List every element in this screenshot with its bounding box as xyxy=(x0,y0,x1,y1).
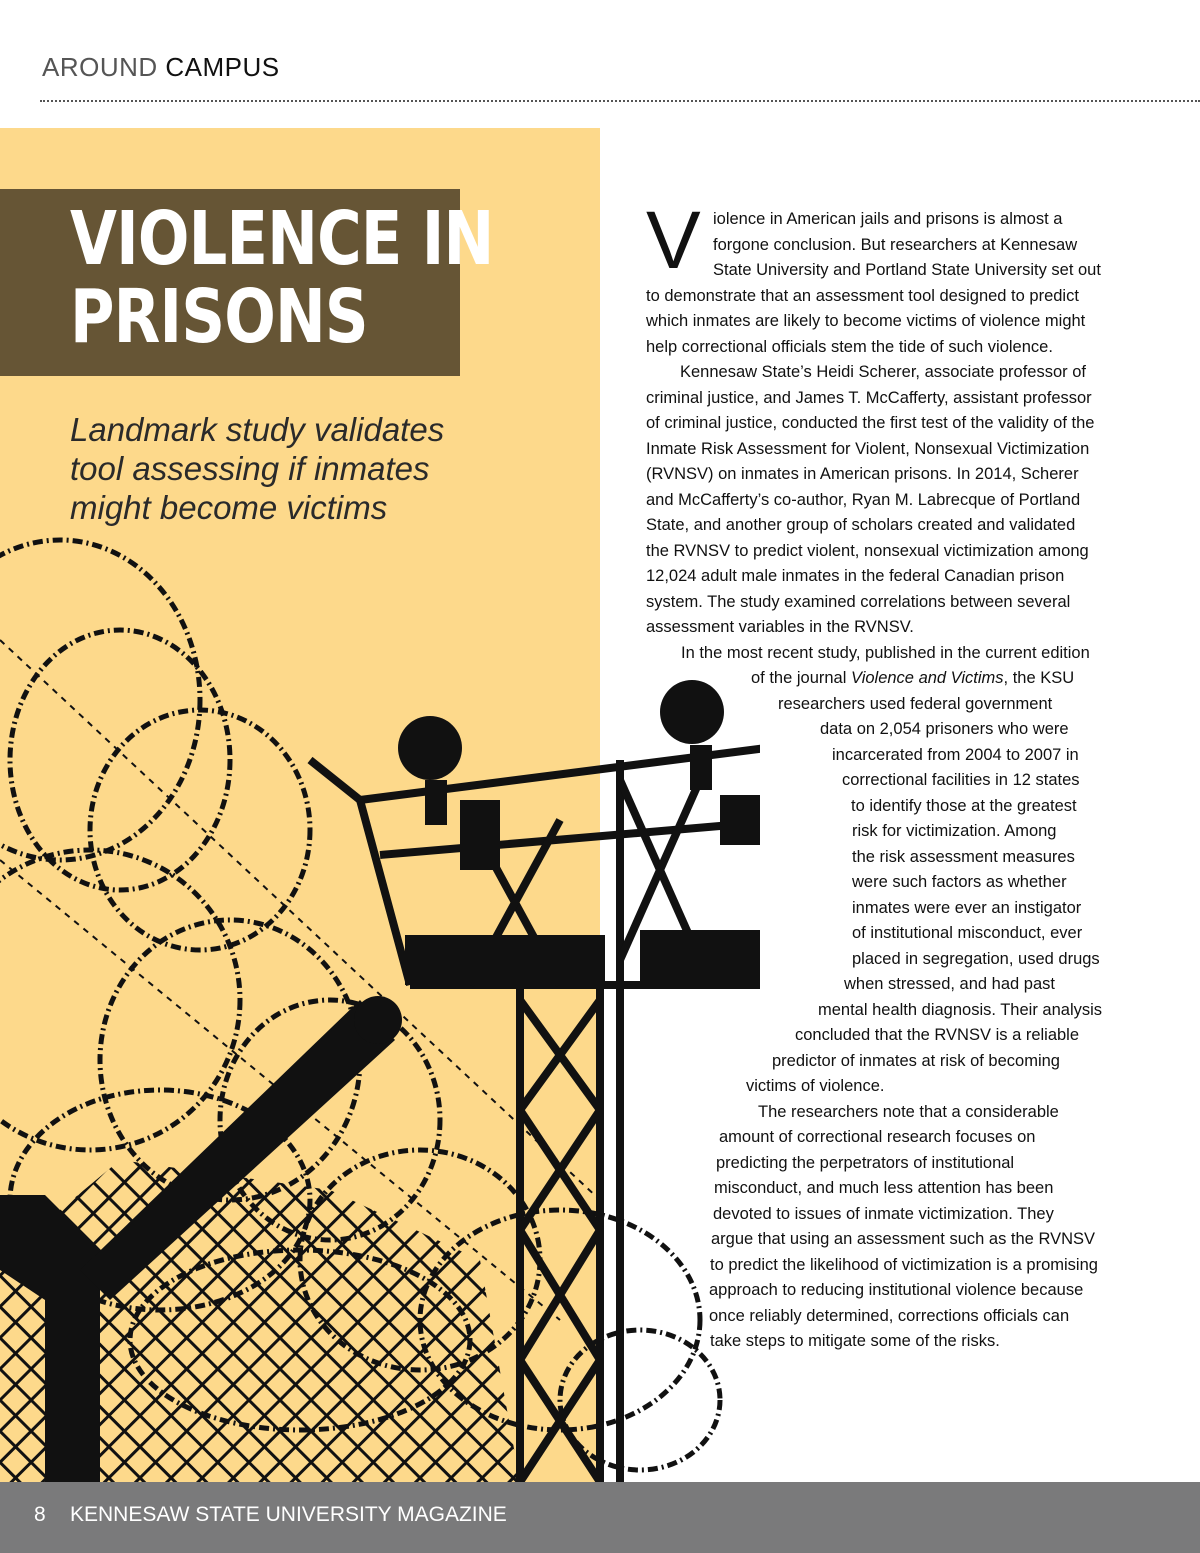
body-line: predictor of inmates at risk of becoming xyxy=(772,1052,1060,1070)
body-line: concluded that the RVNSV is a reliable xyxy=(795,1026,1080,1044)
body-line: which inmates are likely to become victims of violence might xyxy=(646,312,1086,330)
body-line: approach to reducing institutional violence because xyxy=(709,1281,1084,1299)
body-line: assessment variables in the RVNSV. xyxy=(646,618,914,636)
section-label xyxy=(42,52,280,83)
body-line: correctional facilities in 12 states xyxy=(842,771,1080,789)
body-line: (RVNSV) on inmates in American prisons. In 2014, Scherer xyxy=(646,465,1079,483)
body-line: victims of violence. xyxy=(746,1077,885,1095)
body-line: misconduct, and much less attention has been xyxy=(714,1179,1054,1197)
body-line: take steps to mitigate some of the risks. xyxy=(710,1332,1000,1350)
title-line-2: PRISONS xyxy=(70,274,368,360)
body-line: placed in segregation, used drugs xyxy=(852,950,1100,968)
body-line: forgone conclusion. But researchers at Kennesaw xyxy=(713,236,1078,254)
article-subtitle: Landmark study validates tool assessing if inmates might become victims xyxy=(70,411,445,526)
body-line: help correctional officials stem the tide of such violence. xyxy=(646,338,1053,356)
body-line: Kennesaw State’s Heidi Scherer, associate professor of xyxy=(680,363,1086,381)
body-line: criminal justice, and James T. McCafferty, assistant professor xyxy=(646,389,1092,407)
body-line: of institutional misconduct, ever xyxy=(852,924,1083,942)
body-line: 12,024 adult male inmates in the federal Canadian prison xyxy=(646,567,1065,585)
page-number: 8 xyxy=(34,1503,46,1526)
body-line: to identify those at the greatest xyxy=(851,797,1077,815)
section-label-bold: CAMPUS xyxy=(165,52,280,82)
body-line: researchers used federal government xyxy=(778,695,1053,713)
page-footer xyxy=(0,1482,1200,1553)
body-line: mental health diagnosis. Their analysis xyxy=(818,1001,1103,1019)
body-line-journal xyxy=(751,666,1074,692)
body-line: and McCafferty’s co-author, Ryan M. Labrecque of Portland xyxy=(646,491,1081,509)
body-line: Inmate Risk Assessment for Violent, Nonsexual Victimization xyxy=(646,440,1090,458)
body-line: to demonstrate that an assessment tool designed to predict xyxy=(646,287,1079,305)
body-line: The researchers note that a considerable xyxy=(758,1103,1059,1121)
body-line: State, and another group of scholars created and validated xyxy=(646,516,1076,534)
body-line: to predict the likelihood of victimization is a promising xyxy=(710,1256,1098,1274)
journal-name: Violence and Victims xyxy=(850,669,1004,687)
body-line: argue that using an assessment such as the RVNSV xyxy=(711,1230,1095,1248)
publication-name: KENNESAW STATE UNIVERSITY MAGAZINE xyxy=(70,1503,507,1526)
body-line: iolence in American jails and prisons is almost a xyxy=(713,210,1063,228)
body-line: when stressed, and had past xyxy=(844,975,1055,993)
body-line: incarcerated from 2004 to 2007 in xyxy=(832,746,1079,764)
body-line: inmates were ever an instigator xyxy=(852,899,1082,917)
body-line: In the most recent study, published in the current edition xyxy=(681,644,1090,662)
drop-cap: V xyxy=(646,195,701,286)
body-line: were such factors as whether xyxy=(852,873,1067,891)
journal-prefix: of the journal xyxy=(751,669,851,687)
body-line: the RVNSV to predict violent, nonsexual victimization among xyxy=(646,542,1089,560)
body-line: once reliably determined, corrections officials can xyxy=(709,1307,1070,1325)
dotted-divider xyxy=(40,100,1200,102)
body-line: predicting the perpetrators of institutional xyxy=(716,1154,1015,1172)
section-label-light: AROUND xyxy=(42,52,158,82)
body-line: State University and Portland State University set out xyxy=(713,261,1101,279)
title-line-1: VIOLENCE IN xyxy=(70,196,494,282)
body-line: system. The study examined correlations between several xyxy=(646,593,1071,611)
body-line: risk for victimization. Among xyxy=(852,822,1057,840)
body-line: of criminal justice, conducted the first test of the validity of the xyxy=(646,414,1095,432)
journal-suffix: , the KSU xyxy=(1003,669,1075,687)
body-line: amount of correctional research focuses on xyxy=(719,1128,1036,1146)
body-line: data on 2,054 prisoners who were xyxy=(820,720,1069,738)
body-line: the risk assessment measures xyxy=(852,848,1075,866)
body-line: devoted to issues of inmate victimization. They xyxy=(713,1205,1054,1223)
